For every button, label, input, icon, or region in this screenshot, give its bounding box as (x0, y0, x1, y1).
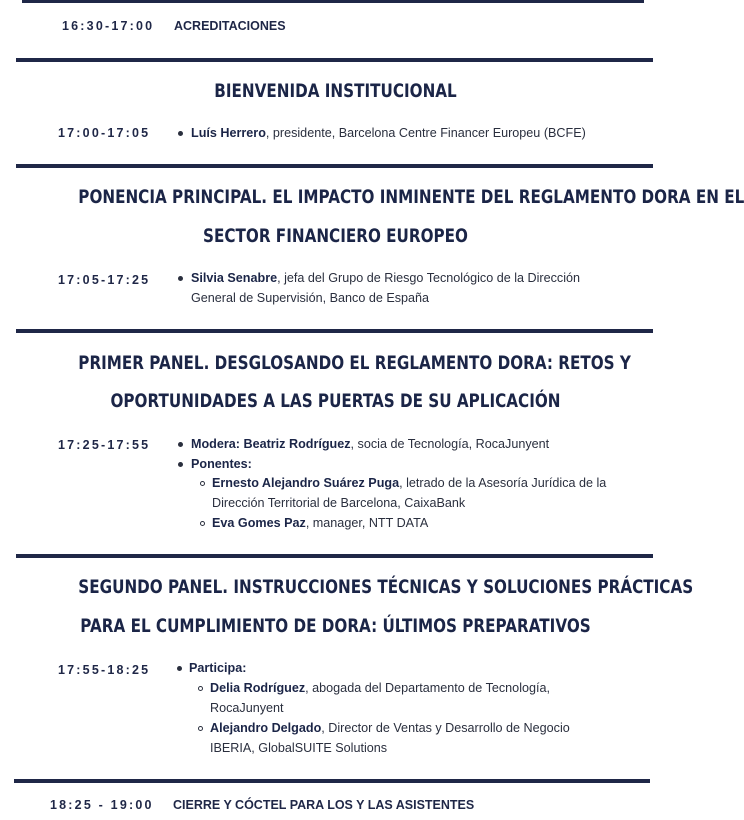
ponentes-label: Ponentes: (191, 457, 252, 471)
bullet (178, 276, 183, 281)
bullet (178, 462, 183, 467)
sub-bullet (198, 726, 203, 731)
bullet (177, 666, 182, 671)
session-title-segundo-panel-line2: PARA EL CUMPLIMIENTO DE DORA: ÚLTIMOS PREPARATIVOS (80, 615, 591, 637)
sub-bullet (198, 686, 203, 691)
session-title-ponencia-line1: PONENCIA PRINCIPAL. EL IMPACTO INMINENTE DEL REGLAMENTO DORA EN EL (78, 186, 744, 208)
speaker-line-cont: RocaJunyent (210, 701, 284, 715)
participa-label: Participa: (189, 661, 247, 675)
speaker-line-cont: Dirección Territorial de Barcelona, CaixaBank (212, 496, 466, 510)
speaker-line (191, 268, 580, 288)
divider-3 (16, 329, 653, 333)
moderator-role: , socia de Tecnología, RocaJunyent (350, 437, 550, 451)
speaker-line-cont: General de Supervisión, Banco de España (191, 291, 430, 305)
speaker-role: , presidente, Barcelona Centre Financer Europeu (BCFE) (265, 126, 586, 140)
sub-bullet (200, 521, 205, 526)
speaker-line-cont: IBERIA, GlobalSUITE Solutions (210, 741, 388, 755)
speaker-role: , Director de Ventas y Desarrollo de Negocio (321, 721, 570, 735)
session-label-cierre: CIERRE Y CÓCTEL PARA LOS Y LAS ASISTENTES (173, 798, 475, 812)
speaker-line (212, 513, 428, 533)
speaker-line (212, 473, 606, 493)
divider-2 (16, 164, 653, 168)
time-slot-3: 17:05-17:25 (58, 273, 151, 287)
speaker-line (210, 718, 570, 738)
session-title-segundo-panel-line1: SEGUNDO PANEL. INSTRUCCIONES TÉCNICAS Y SOLUCIONES PRÁCTICAS (78, 576, 694, 598)
top-divider (22, 0, 644, 3)
moderator-label: Modera: (191, 437, 240, 451)
sub-bullet (200, 481, 205, 486)
speaker-name: Ernesto Alejandro Suárez Puga (212, 476, 400, 490)
session-title-primer-panel-line2: OPORTUNIDADES A LAS PUERTAS DE SU APLICACIÓN (110, 390, 561, 412)
speaker-name: Delia Rodríguez (210, 681, 306, 695)
participa-line (189, 658, 246, 678)
session-title-primer-panel-line1: PRIMER PANEL. DESGLOSANDO EL REGLAMENTO DORA: RETOS Y (78, 352, 631, 374)
ponentes-line (191, 454, 252, 474)
divider-5 (14, 779, 650, 783)
speaker-name: Luís Herrero (191, 126, 266, 140)
speaker-name: Eva Gomes Paz (212, 516, 306, 530)
speaker-name: Alejandro Delgado (210, 721, 322, 735)
session-title-ponencia-line2: SECTOR FINANCIERO EUROPEO (203, 225, 468, 247)
time-slot-6: 18:25 - 19:00 (50, 798, 154, 812)
time-slot-2: 17:00-17:05 (58, 126, 151, 140)
moderator-line (191, 434, 549, 454)
speaker-role: , letrado de la Asesoría Jurídica de la (399, 476, 607, 490)
session-label-acreditaciones: ACREDITACIONES (174, 19, 286, 33)
time-slot-5: 17:55-18:25 (58, 663, 151, 677)
moderator-name: Beatriz Rodríguez (243, 437, 351, 451)
session-title-bienvenida: BIENVENIDA INSTITUCIONAL (214, 80, 457, 102)
divider-4 (16, 554, 653, 558)
time-slot-4: 17:25-17:55 (58, 438, 151, 452)
speaker-line (191, 123, 586, 143)
time-slot-1: 16:30-17:00 (62, 19, 155, 33)
speaker-line (210, 678, 550, 698)
speaker-role: , manager, NTT DATA (305, 516, 429, 530)
speaker-role: , jefa del Grupo de Riesgo Tecnológico de la Dirección (277, 271, 581, 285)
bullet (178, 131, 183, 136)
bullet (178, 442, 183, 447)
speaker-role: , abogada del Departamento de Tecnología, (305, 681, 550, 695)
divider-1 (16, 58, 653, 62)
speaker-name: Silvia Senabre (191, 271, 278, 285)
